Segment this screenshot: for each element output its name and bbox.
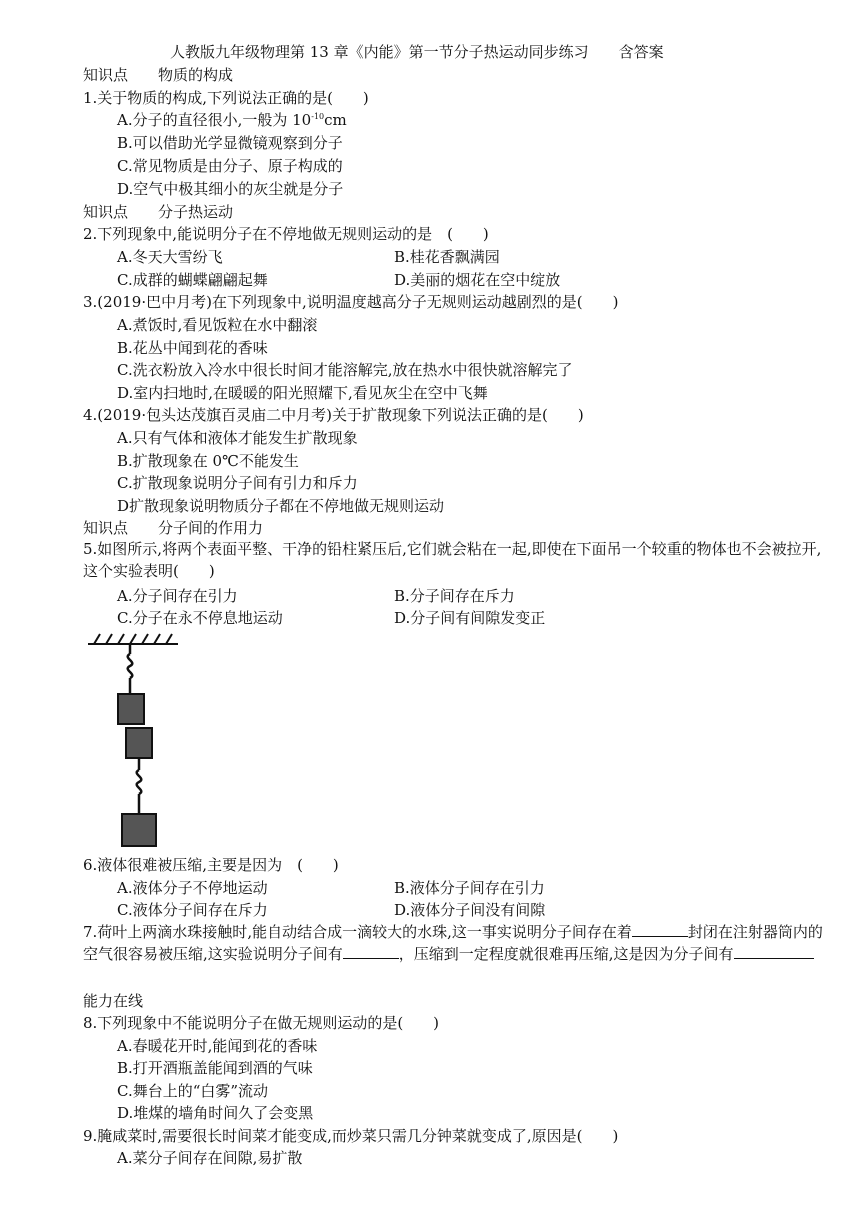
ceiling-support (88, 634, 178, 644)
question-6-option-c: C.液体分子间存在斥力 (117, 901, 268, 919)
question-2-stem: 2.下列现象中,能说明分子在不停地做无规则运动的是 ( ) (83, 225, 489, 243)
lead-cylinder-top (118, 694, 144, 724)
hook-lower (137, 758, 142, 814)
question-6-stem: 6.液体很难被压缩,主要是因为 ( ) (83, 856, 339, 874)
question-7-part-1: 7.荷叶上两滴水珠接触时,能自动结合成一滴较大的水珠,这一事实说明分子间存在着 (83, 923, 632, 941)
question-6-option-d: D.液体分子间没有间隙 (394, 901, 546, 919)
question-9-stem: 9.腌咸菜时,需要很长时间菜才能变成,而炒菜只需几分钟菜就变成了,原因是( ) (83, 1127, 619, 1145)
question-9-option-a: A.菜分子间存在间隙,易扩散 (117, 1149, 303, 1167)
question-4-stem: 4.(2019·包头达茂旗百灵庙二中月考)关于扩散现象下列说法正确的是( ) (83, 406, 584, 424)
question-8-stem: 8.下列现象中不能说明分子在做无规则运动的是( ) (83, 1014, 440, 1032)
question-1-option-d: D.空气中极其细小的灰尘就是分子 (117, 180, 344, 198)
question-5-option-b: B.分子间存在斥力 (394, 587, 515, 605)
page-title: 人教版九年级物理第 13 章《内能》第一节分子热运动同步练习 含答案 (170, 43, 664, 61)
question-1-option-a-exponent: -10 (311, 112, 325, 121)
question-7-part-3: ，压缩到一定程度就很难再压缩,这是因为分子间有 (398, 945, 734, 963)
section-heading-composition: 知识点 物质的构成 (83, 66, 234, 84)
question-1-option-a-unit: cm (324, 111, 347, 129)
question-4-option-b: B.扩散现象在 0℃不能发生 (117, 452, 299, 470)
answer-blank-3[interactable] (734, 944, 814, 959)
question-8-option-b: B.打开酒瓶盖能闻到酒的气味 (117, 1059, 313, 1077)
lead-cylinder-figure (86, 632, 180, 850)
question-6-option-a: A.液体分子不停地运动 (117, 879, 268, 897)
question-1-stem: 1.关于物质的构成,下列说法正确的是( ) (83, 89, 369, 107)
question-4-option-a: A.只有气体和液体才能发生扩散现象 (117, 429, 358, 447)
question-7-text (83, 921, 823, 965)
question-3-option-b: B.花丛中闻到花的香味 (117, 339, 268, 357)
section-heading-molecular-forces: 知识点 分子间的作用力 (83, 519, 264, 537)
question-6-option-b: B.液体分子间存在引力 (394, 879, 545, 897)
question-4-option-d: D扩散现象说明物质分子都在不停地做无规则运动 (117, 497, 445, 515)
question-2-option-c: C.成群的蝴蝶翩翩起舞 (117, 271, 268, 289)
lead-cylinder-bottom (126, 728, 152, 758)
hook-upper (128, 644, 133, 694)
answer-blank-1[interactable] (632, 922, 688, 937)
hanging-weight (122, 814, 156, 846)
question-3-stem: 3.(2019·巴中月考)在下列现象中,说明温度越高分子无规则运动越剧烈的是( ) (83, 293, 619, 311)
question-5-option-d: D.分子间有间隙发变正 (394, 609, 546, 627)
question-3-option-a: A.煮饭时,看见饭粒在水中翻滚 (117, 316, 318, 334)
question-1-option-a (117, 110, 347, 130)
section-heading-thermal-motion: 知识点 分子热运动 (83, 203, 234, 221)
question-2-option-b: B.桂花香飘满园 (394, 248, 500, 266)
answer-blank-2[interactable] (343, 944, 399, 959)
question-8-option-d: D.堆煤的墙角时间久了会变黑 (117, 1104, 314, 1122)
question-2-option-d: D.美丽的烟花在空中绽放 (394, 271, 561, 289)
question-2-option-a: A.冬天大雪纷飞 (117, 248, 223, 266)
question-1-option-a-text: A.分子的直径很小,一般为 10 (117, 111, 312, 129)
question-5-option-c: C.分子在永不停息地运动 (117, 609, 283, 627)
question-8-option-c: C.舞台上的“白雾”流动 (117, 1082, 269, 1100)
question-1-option-c: C.常见物质是由分子、原子构成的 (117, 157, 343, 175)
question-8-option-a: A.春暖花开时,能闻到花的香味 (117, 1037, 318, 1055)
question-4-option-c: C.扩散现象说明分子间有引力和斥力 (117, 474, 358, 492)
question-5-option-a: A.分子间存在引力 (117, 587, 238, 605)
question-5-stem: 5.如图所示,将两个表面平整、干净的铅柱紧压后,它们就会粘在一起,即使在下面吊一个较重的物体也不会被拉开,这个实验表明( ) (83, 540, 822, 580)
question-3-option-d: D.室内扫地时,在暖暖的阳光照耀下,看见灰尘在空中飞舞 (117, 384, 488, 402)
question-3-option-c: C.洗衣粉放入冷水中很长时间才能溶解完,放在热水中很快就溶解完了 (117, 361, 573, 379)
section-heading-ability: 能力在线 (83, 992, 144, 1010)
question-1-option-b: B.可以借助光学显微镜观察到分子 (117, 134, 343, 152)
question-7-part-2: 封闭在注射器筒内的空气很容易被压缩,这实验说明分子间有 (83, 923, 823, 963)
